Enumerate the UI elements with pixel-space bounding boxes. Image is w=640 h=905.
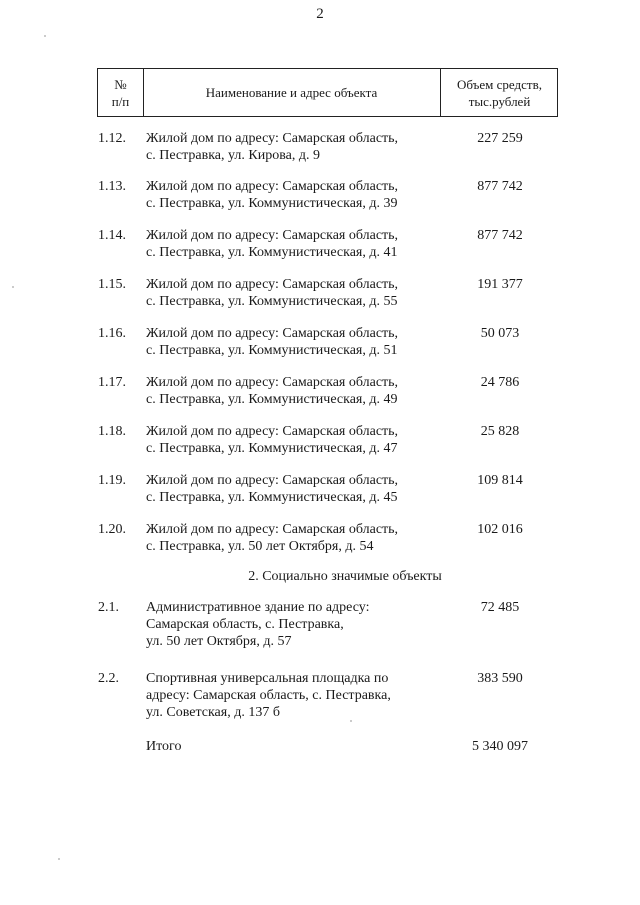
- row-name: Жилой дом по адресу: Самарская область, с. Пестравка, ул. Коммунистическая, д. 39: [146, 179, 399, 211]
- total-row: [0, 738, 640, 758]
- table-row: [0, 227, 640, 276]
- row-volume: 227 259: [477, 131, 523, 146]
- row-name: Жилой дом по адресу: Самарская область, с. Пестравка, ул. Коммунистическая, д. 47: [146, 424, 399, 456]
- row-number: 2.2.: [98, 671, 119, 686]
- table-row: [0, 374, 640, 423]
- table-header: [97, 68, 558, 117]
- scan-speck: [350, 720, 352, 722]
- row-volume: 25 828: [480, 424, 520, 439]
- row-name: Жилой дом по адресу: Самарская область, с. Пестравка, ул. Коммунистическая, д. 45: [146, 473, 399, 505]
- row-name: Жилой дом по адресу: Самарская область, с. Пестравка, ул. Коммунистическая, д. 55: [146, 277, 399, 309]
- total-label: Итого: [146, 739, 182, 754]
- table-body: [0, 130, 640, 758]
- row-name: Жилой дом по адресу: Самарская область, с. Пестравка, ул. 50 лет Октября, д. 54: [146, 522, 399, 554]
- scan-speck: [44, 35, 46, 37]
- table-row: [0, 521, 640, 568]
- row-name: Жилой дом по адресу: Самарская область, с. Пестравка, ул. Кирова, д. 9: [146, 131, 399, 163]
- row-number: 1.19.: [98, 473, 126, 488]
- row-volume: 191 377: [477, 277, 523, 292]
- row-name: Административное здание по адресу: Самарская область, с. Пестравка, ул. 50 лет Октября, д. 57: [146, 600, 370, 649]
- row-volume: 877 742: [477, 228, 523, 243]
- row-number: 1.12.: [98, 131, 126, 146]
- table-row: [0, 178, 640, 227]
- row-number: 1.18.: [98, 424, 126, 439]
- row-volume: 383 590: [477, 671, 523, 686]
- row-volume: 109 814: [477, 473, 523, 488]
- row-number: 1.15.: [98, 277, 126, 292]
- row-volume: 877 742: [477, 179, 523, 194]
- page-number: 2: [316, 6, 324, 22]
- table-row: [0, 325, 640, 374]
- row-volume: 24 786: [480, 375, 520, 390]
- row-number: 2.1.: [98, 600, 119, 615]
- table-row: [0, 423, 640, 472]
- header-name: Наименование и адрес объекта: [205, 85, 378, 100]
- row-number: 1.14.: [98, 228, 126, 243]
- table-row: [0, 130, 640, 178]
- table-row: [0, 599, 640, 670]
- row-number: 1.17.: [98, 375, 126, 390]
- header-volume: Объем средств, тыс.рублей: [457, 77, 542, 109]
- table-row: [0, 670, 640, 738]
- row-number: 1.20.: [98, 522, 126, 537]
- total-volume: 5 340 097: [472, 739, 528, 754]
- row-volume: 102 016: [477, 522, 523, 537]
- row-name: Жилой дом по адресу: Самарская область, с. Пестравка, ул. Коммунистическая, д. 41: [146, 228, 399, 260]
- row-name: Жилой дом по адресу: Самарская область, с. Пестравка, ул. Коммунистическая, д. 51: [146, 326, 399, 358]
- row-number: 1.16.: [98, 326, 126, 341]
- row-number: 1.13.: [98, 179, 126, 194]
- table-row: [0, 276, 640, 325]
- header-num: № п/п: [111, 77, 130, 109]
- row-name: Жилой дом по адресу: Самарская область, с. Пестравка, ул. Коммунистическая, д. 49: [146, 375, 399, 407]
- row-volume: 72 485: [480, 600, 520, 615]
- row-name: Спортивная универсальная площадка по адресу: Самарская область, с. Пестравка, ул. Советская, д. 137 б: [146, 671, 391, 720]
- section-title: 2. Социально значимые объекты: [248, 569, 442, 584]
- row-volume: 50 073: [480, 326, 520, 341]
- scan-speck: [12, 286, 14, 288]
- table-row: [0, 472, 640, 521]
- scan-speck: [58, 858, 60, 860]
